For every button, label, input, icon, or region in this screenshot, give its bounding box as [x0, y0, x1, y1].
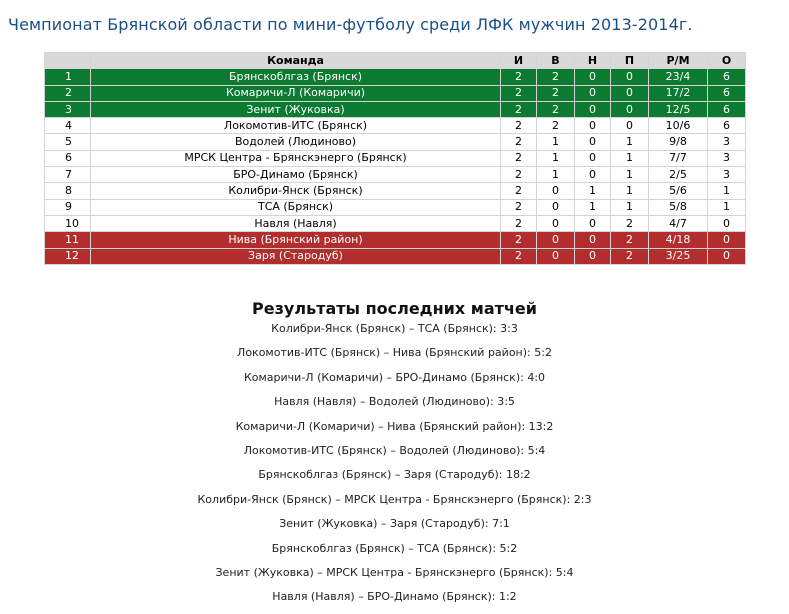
cell-lost: 0	[611, 101, 649, 117]
header-points: О	[708, 53, 746, 69]
cell-played: 2	[501, 183, 537, 199]
match-result: Локомотив-ИТС (Брянск) – Нива (Брянский район): 5:2	[237, 346, 552, 360]
cell-won: 0	[537, 232, 575, 248]
cell-position: 2	[45, 85, 91, 101]
match-result: Колибри-Янск (Брянск) – ТСА (Брянск): 3:3	[271, 322, 518, 335]
table-row	[45, 69, 746, 85]
cell-points: 0	[708, 215, 746, 231]
cell-goals: 12/5	[649, 101, 708, 117]
cell-points: 0	[708, 232, 746, 248]
cell-goals: 7/7	[649, 150, 708, 166]
cell-won: 0	[537, 183, 575, 199]
header-team: Команда	[91, 53, 501, 69]
cell-won: 2	[537, 85, 575, 101]
cell-draw: 0	[575, 134, 611, 150]
cell-goals: 5/8	[649, 199, 708, 215]
cell-draw: 1	[575, 199, 611, 215]
cell-draw: 0	[575, 215, 611, 231]
header-lost: П	[611, 53, 649, 69]
match-result: Навля (Навля) – БРО-Динамо (Брянск): 1:2	[272, 590, 517, 604]
table-row	[45, 232, 746, 248]
cell-points: 6	[708, 118, 746, 134]
table-row	[45, 215, 746, 231]
cell-won: 1	[537, 134, 575, 150]
header-draw: Н	[575, 53, 611, 69]
cell-points: 6	[708, 101, 746, 117]
cell-lost: 2	[611, 215, 649, 231]
cell-played: 2	[501, 150, 537, 166]
results-list	[0, 321, 789, 614]
cell-position: 7	[45, 167, 91, 183]
cell-points: 3	[708, 134, 746, 150]
cell-points: 6	[708, 69, 746, 85]
cell-lost: 1	[611, 199, 649, 215]
table-row	[45, 248, 746, 264]
cell-lost: 0	[611, 118, 649, 134]
cell-position: 3	[45, 101, 91, 117]
cell-team: ТСА (Брянск)	[91, 199, 501, 215]
cell-won: 1	[537, 167, 575, 183]
results-heading: Результаты последних матчей	[252, 299, 537, 318]
cell-played: 2	[501, 85, 537, 101]
header-played: И	[501, 53, 537, 69]
table-row	[45, 183, 746, 199]
cell-position: 12	[45, 248, 91, 264]
cell-points: 1	[708, 199, 746, 215]
match-result: Зенит (Жуковка) – Заря (Стародуб): 7:1	[279, 517, 510, 531]
cell-draw: 0	[575, 69, 611, 85]
table-row	[45, 167, 746, 183]
cell-played: 2	[501, 134, 537, 150]
match-result: Комаричи-Л (Комаричи) – БРО-Динамо (Брянск): 4:0	[243, 370, 546, 384]
match-result: Навля (Навля) – Водолей (Людиново): 3:5	[274, 395, 515, 409]
cell-draw: 0	[575, 248, 611, 264]
table-row	[45, 118, 746, 134]
cell-played: 2	[501, 69, 537, 85]
cell-played: 2	[501, 248, 537, 264]
cell-position: 8	[45, 183, 91, 199]
cell-lost: 2	[611, 232, 649, 248]
cell-won: 2	[537, 118, 575, 134]
header-goals: Р/М	[649, 53, 708, 69]
cell-points: 6	[708, 85, 746, 101]
cell-team: БРО-Динамо (Брянск)	[91, 167, 501, 183]
cell-draw: 0	[575, 118, 611, 134]
cell-team: Водолей (Людиново)	[91, 134, 501, 150]
match-result: Зенит (Жуковка) – МРСК Центра - Брянскэнерго (Брянск): 5:4	[215, 565, 574, 579]
cell-played: 2	[501, 199, 537, 215]
cell-goals: 4/7	[649, 215, 708, 231]
standings-body	[45, 69, 746, 265]
header-position	[45, 53, 91, 69]
cell-won: 0	[537, 215, 575, 231]
cell-goals: 5/6	[649, 183, 708, 199]
match-result: Локомотив-ИТС (Брянск) – Водолей (Людиново): 5:4	[243, 443, 546, 457]
cell-position: 6	[45, 150, 91, 166]
cell-goals: 10/6	[649, 118, 708, 134]
cell-position: 5	[45, 134, 91, 150]
cell-goals: 17/2	[649, 85, 708, 101]
match-result: Брянскоблгаз (Брянск) – Заря (Стародуб): 18:2	[258, 468, 531, 482]
cell-team: Навля (Навля)	[91, 215, 501, 231]
cell-position: 1	[45, 69, 91, 85]
cell-points: 0	[708, 248, 746, 264]
match-result: Брянскоблгаз (Брянск) – ТСА (Брянск): 5:2	[271, 541, 518, 555]
cell-team: Локомотив-ИТС (Брянск)	[91, 118, 501, 134]
page-title: Чемпионат Брянской области по мини-футболу среди ЛФК мужчин 2013-2014г.	[8, 15, 693, 34]
cell-goals: 3/25	[649, 248, 708, 264]
cell-points: 3	[708, 167, 746, 183]
cell-draw: 0	[575, 85, 611, 101]
cell-lost: 1	[611, 183, 649, 199]
cell-goals: 23/4	[649, 69, 708, 85]
table-row	[45, 150, 746, 166]
header-won: В	[537, 53, 575, 69]
cell-lost: 1	[611, 150, 649, 166]
cell-position: 9	[45, 199, 91, 215]
cell-played: 2	[501, 118, 537, 134]
cell-won: 0	[537, 199, 575, 215]
standings-table	[44, 52, 746, 265]
match-result: Колибри-Янск (Брянск) – МРСК Центра - Брянскэнерго (Брянск): 2:3	[197, 492, 592, 506]
cell-lost: 0	[611, 85, 649, 101]
cell-won: 2	[537, 69, 575, 85]
cell-draw: 0	[575, 167, 611, 183]
cell-team: Зенит (Жуковка)	[91, 101, 501, 117]
cell-lost: 1	[611, 167, 649, 183]
cell-goals: 9/8	[649, 134, 708, 150]
cell-position: 10	[45, 215, 91, 231]
table-row	[45, 101, 746, 117]
cell-team: Заря (Стародуб)	[91, 248, 501, 264]
cell-points: 1	[708, 183, 746, 199]
table-row	[45, 199, 746, 215]
cell-draw: 1	[575, 183, 611, 199]
cell-lost: 0	[611, 69, 649, 85]
cell-lost: 2	[611, 248, 649, 264]
cell-draw: 0	[575, 101, 611, 117]
table-row	[45, 85, 746, 101]
cell-won: 1	[537, 150, 575, 166]
cell-position: 4	[45, 118, 91, 134]
cell-played: 2	[501, 232, 537, 248]
cell-lost: 1	[611, 134, 649, 150]
cell-draw: 0	[575, 232, 611, 248]
cell-won: 2	[537, 101, 575, 117]
table-row	[45, 134, 746, 150]
cell-won: 0	[537, 248, 575, 264]
match-result: Комаричи-Л (Комаричи) – Нива (Брянский район): 13:2	[235, 419, 554, 433]
cell-played: 2	[501, 167, 537, 183]
cell-team: Колибри-Янск (Брянск)	[91, 183, 501, 199]
cell-team: Брянскоблгаз (Брянск)	[91, 69, 501, 85]
cell-team: Комаричи-Л (Комаричи)	[91, 85, 501, 101]
cell-position: 11	[45, 232, 91, 248]
cell-goals: 2/5	[649, 167, 708, 183]
cell-points: 3	[708, 150, 746, 166]
cell-played: 2	[501, 101, 537, 117]
cell-team: МРСК Центра - Брянскэнерго (Брянск)	[91, 150, 501, 166]
cell-goals: 4/18	[649, 232, 708, 248]
cell-draw: 0	[575, 150, 611, 166]
cell-team: Нива (Брянский район)	[91, 232, 501, 248]
cell-played: 2	[501, 215, 537, 231]
standings-header-row	[45, 53, 746, 69]
